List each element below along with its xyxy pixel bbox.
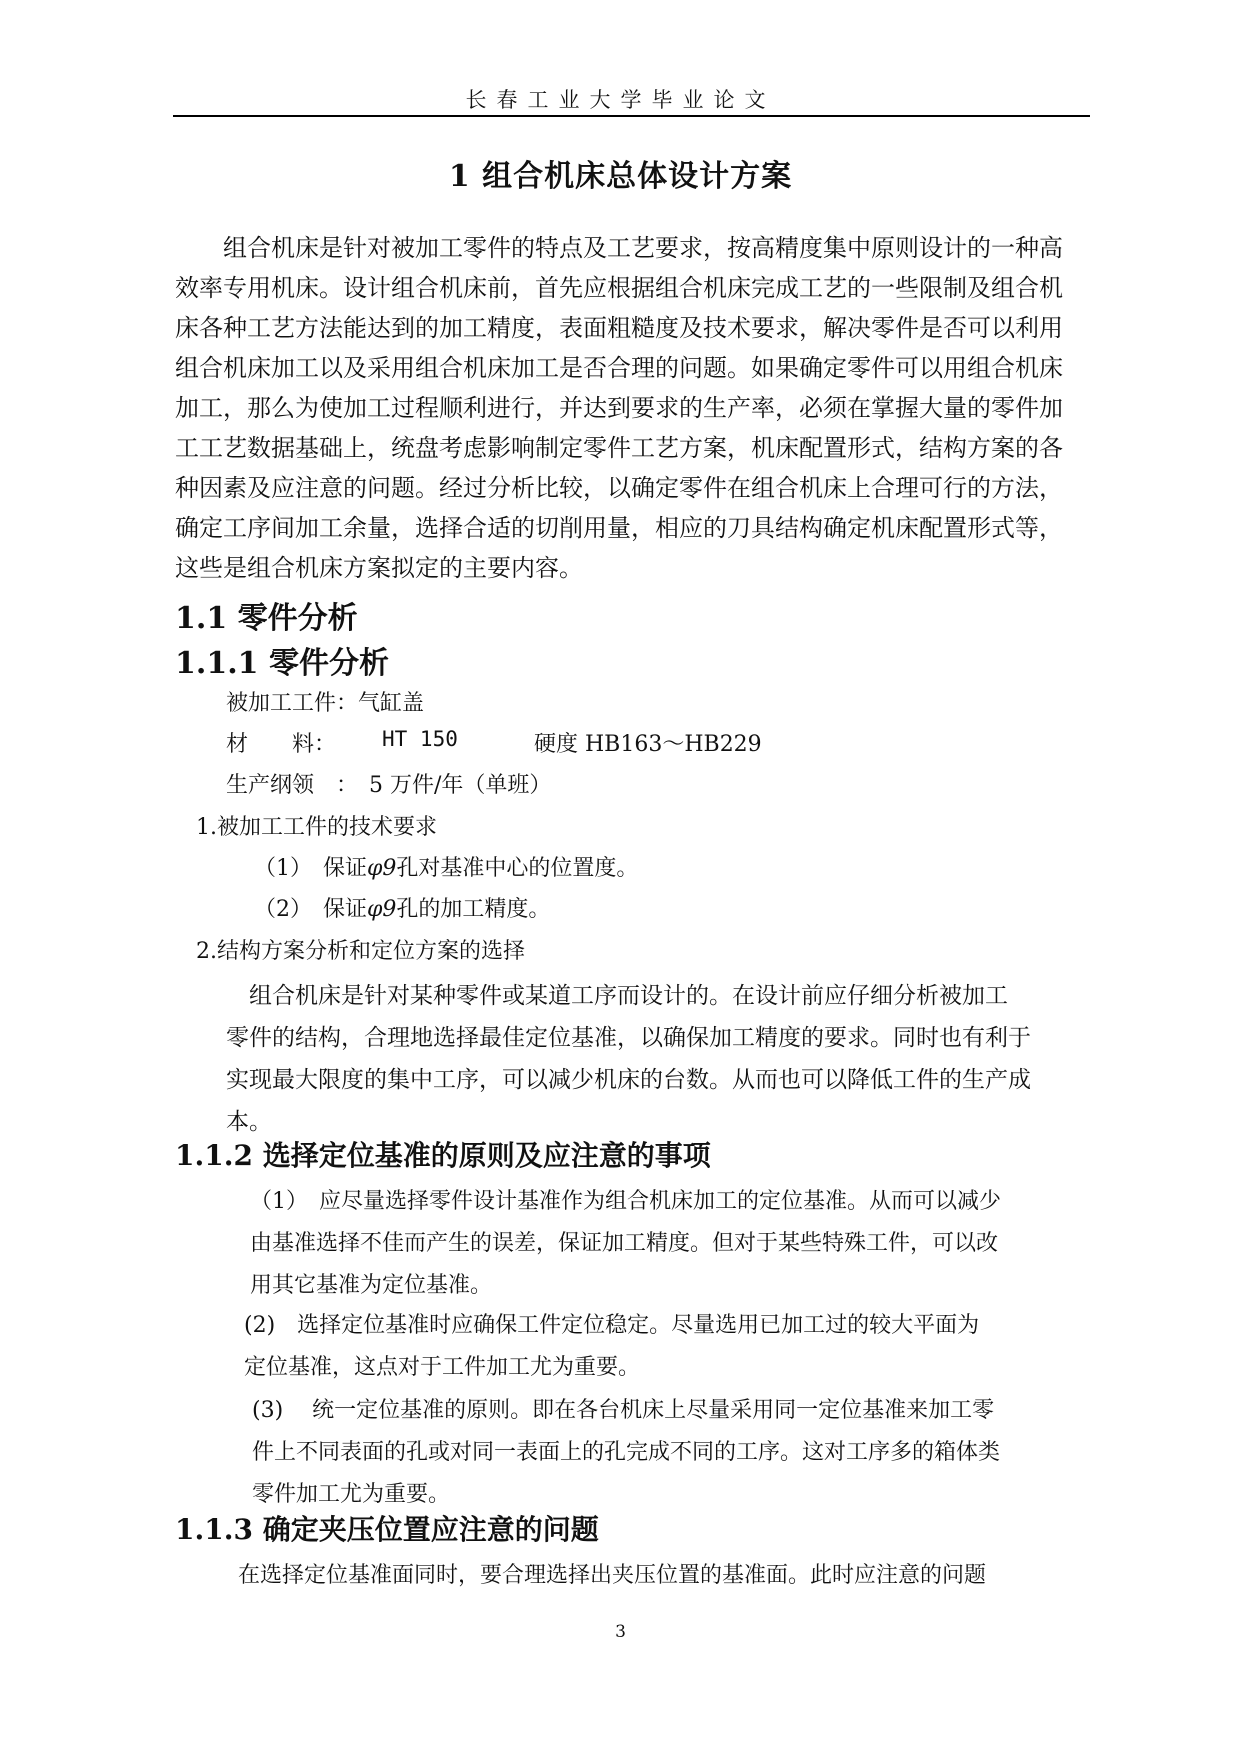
principle-3 bbox=[252, 1390, 1000, 1516]
section-heading-1-1-3: 1.1.3 确定夹压位置应注意的问题 bbox=[175, 1513, 599, 1546]
production-line: 生产纲领 ： 5 万件/年（单班） bbox=[226, 773, 552, 798]
structure-line: 本。 bbox=[226, 1109, 272, 1135]
intro-line: 加工，那么为使加工过程顺利进行，并达到要求的生产率，必须在掌握大量的零件加 bbox=[175, 394, 1063, 422]
tech-req-heading: 1.被加工工件的技术要求 bbox=[196, 815, 437, 840]
principle-line: 件上不同表面的孔或对同一表面上的孔完成不同的工序。这对工序多的箱体类 bbox=[252, 1440, 1001, 1465]
header-rule bbox=[173, 115, 1090, 117]
page-number: 3 bbox=[615, 1622, 626, 1642]
phi-symbol: φ9 bbox=[367, 897, 397, 922]
principle-2 bbox=[244, 1305, 979, 1389]
intro-line: 种因素及应注意的问题。经过分析比较，以确定零件在组合机床上合理可行的方法， bbox=[175, 474, 1063, 502]
intro-line: 这些是组合机床方案拟定的主要内容。 bbox=[175, 554, 583, 582]
intro-line: 确定工序间加工余量，选择合适的切削用量，相应的刀具结构确定机床配置形式等， bbox=[175, 514, 1063, 542]
section-heading-1-1-1: 1.1.1 零件分析 bbox=[175, 646, 389, 681]
principle-1 bbox=[250, 1181, 1001, 1307]
structure-paragraph bbox=[226, 975, 1031, 1143]
material-label: 材 料： bbox=[226, 732, 337, 757]
tech-req-item-1-prefix: （1） 保证 bbox=[254, 856, 367, 881]
chapter-title: 1 组合机床总体设计方案 bbox=[448, 159, 793, 194]
material-value: HT 150 bbox=[382, 727, 458, 751]
principle-line: 零件加工尤为重要。 bbox=[252, 1482, 451, 1507]
section-heading-1-1-2: 1.1.2 选择定位基准的原则及应注意的事项 bbox=[175, 1139, 711, 1172]
tech-req-item-1 bbox=[254, 851, 638, 882]
last-line: 在选择定位基准面同时，要合理选择出夹压位置的基准面。此时应注意的问题 bbox=[238, 1563, 987, 1588]
intro-line: 组合机床加工以及采用组合机床加工是否合理的问题。如果确定零件可以用组合机床 bbox=[175, 354, 1063, 382]
intro-line: 组合机床是针对被加工零件的特点及工艺要求，按高精度集中原则设计的一种高 bbox=[175, 234, 1063, 262]
phi-symbol: φ9 bbox=[367, 856, 397, 881]
structure-line: 实现最大限度的集中工序，可以减少机床的台数。从而也可以降低工件的生产成 bbox=[226, 1067, 1031, 1093]
tech-req-item-2-suffix: 孔的加工精度。 bbox=[396, 897, 551, 922]
principle-line: （1） 应尽量选择零件设计基准作为组合机床加工的定位基准。从而可以减少 bbox=[250, 1189, 1001, 1214]
running-header: 长春工业大学毕业论文 bbox=[465, 88, 776, 112]
principle-line: 由基准选择不佳而产生的误差，保证加工精度。但对于某些特殊工件，可以改 bbox=[250, 1231, 999, 1256]
principle-line: (2) 选择定位基准时应确保工件定位稳定。尽量选用已加工过的较大平面为 bbox=[244, 1313, 980, 1338]
tech-req-item-2-prefix: （2） 保证 bbox=[254, 897, 367, 922]
tech-req-item-2 bbox=[254, 892, 550, 923]
intro-line: 床各种工艺方法能达到的加工精度，表面粗糙度及技术要求，解决零件是否可以利用 bbox=[175, 314, 1063, 342]
intro-paragraph bbox=[175, 228, 1091, 588]
hardness-value: 硬度 HB163～HB229 bbox=[534, 732, 762, 757]
principle-line: 定位基准，这点对于工件加工尤为重要。 bbox=[244, 1355, 641, 1380]
principle-line: 用其它基准为定位基准。 bbox=[250, 1273, 493, 1298]
workpiece-line: 被加工工件：气缸盖 bbox=[226, 691, 425, 716]
tech-req-item-1-suffix: 孔对基准中心的位置度。 bbox=[396, 856, 639, 881]
intro-line: 工工艺数据基础上，统盘考虑影响制定零件工艺方案，机床配置形式，结构方案的各 bbox=[175, 434, 1063, 462]
structure-line: 组合机床是针对某种零件或某道工序而设计的。在设计前应仔细分析被加工 bbox=[226, 983, 1008, 1009]
structure-line: 零件的结构，合理地选择最佳定位基准，以确保加工精度的要求。同时也有利于 bbox=[226, 1025, 1031, 1051]
structure-heading: 2.结构方案分析和定位方案的选择 bbox=[196, 939, 525, 964]
intro-line: 效率专用机床。设计组合机床前，首先应根据组合机床完成工艺的一些限制及组合机 bbox=[175, 274, 1063, 302]
section-heading-1-1: 1.1 零件分析 bbox=[175, 601, 358, 636]
principle-line: (3) 统一定位基准的原则。即在各台机床上尽量采用同一定位基准来加工零 bbox=[252, 1398, 995, 1423]
